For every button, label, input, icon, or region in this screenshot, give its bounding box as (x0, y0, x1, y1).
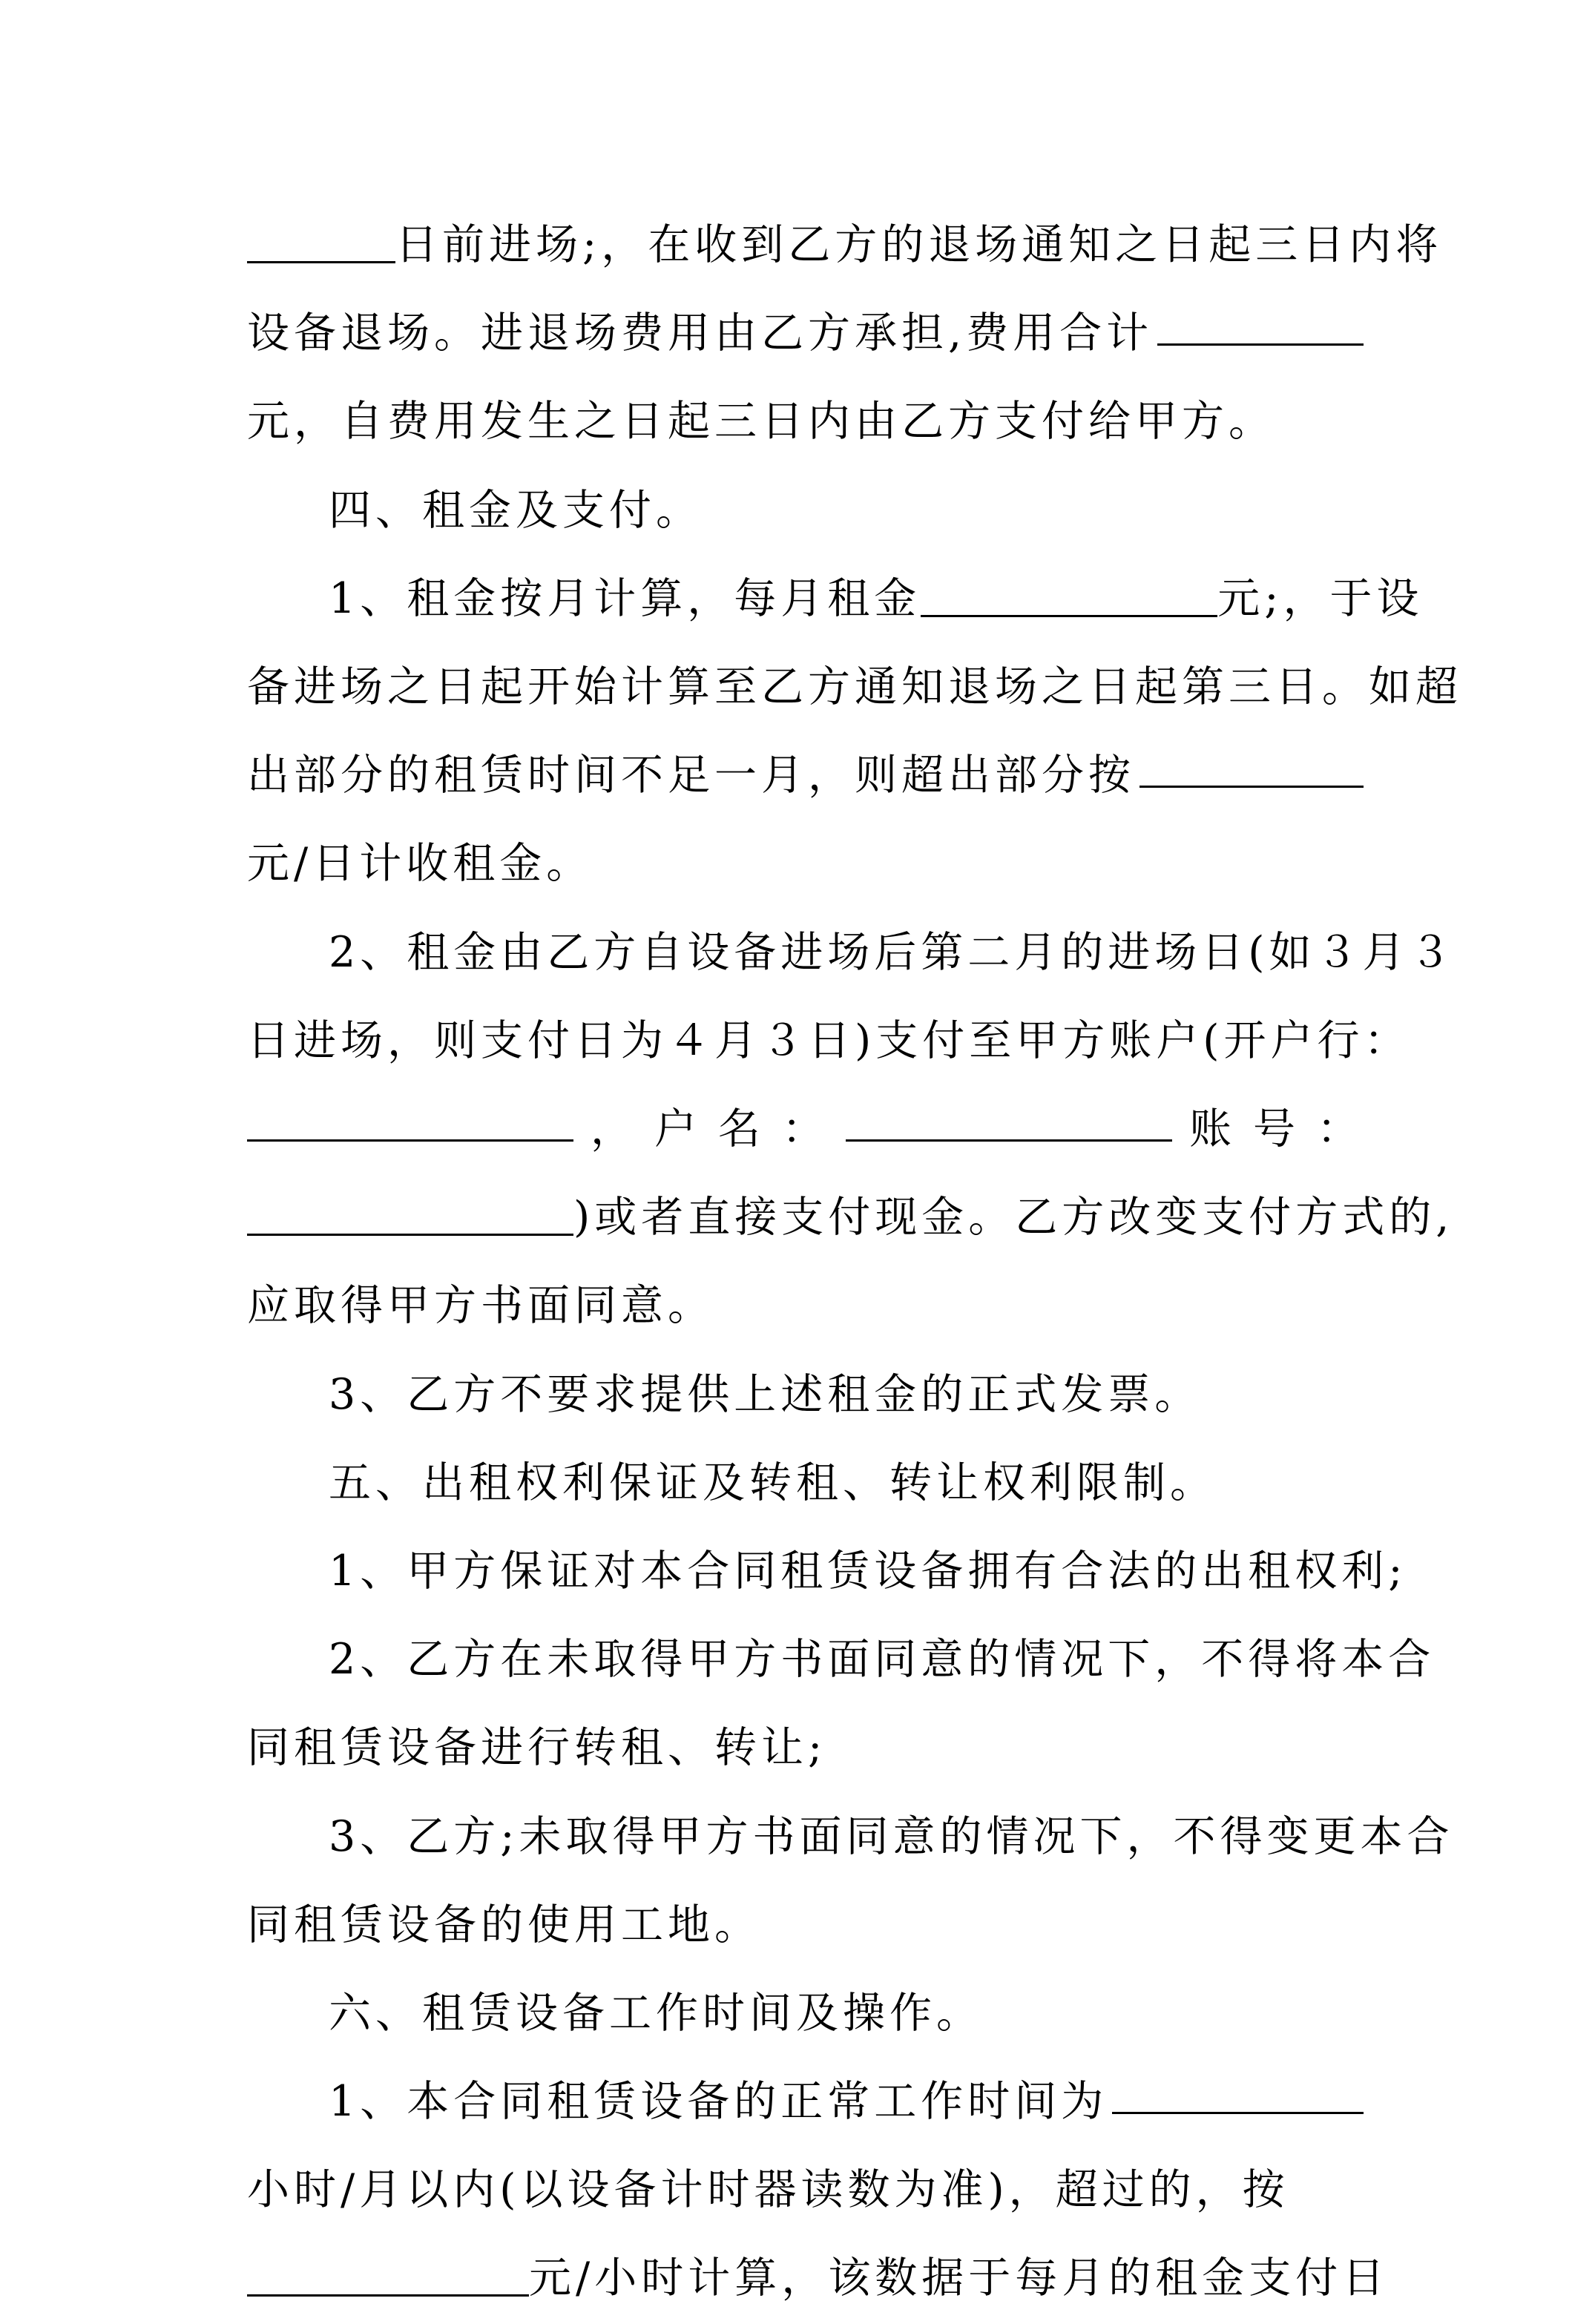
line-text: 元/日计收租金。 (247, 839, 593, 888)
blank-underline-account (247, 1234, 573, 1236)
text-line-2 (247, 287, 1364, 379)
blank-underline (1139, 786, 1364, 788)
text-line-1 (247, 199, 1443, 291)
colon: ： (782, 1105, 829, 1153)
text-line-17 (247, 1613, 1436, 1705)
text-line-24 (247, 2232, 1390, 2324)
line-text: )或者直接支付现金。乙方改变支付方式的, (573, 1193, 1454, 1242)
text-line-20 (247, 1879, 1364, 1971)
comma: ， (591, 1105, 637, 1153)
text-line-7 (247, 729, 1364, 821)
colon: ： (1317, 1105, 1364, 1153)
section-heading-5 (247, 1437, 1364, 1529)
text-line-6 (247, 641, 1462, 733)
text-line-13 (247, 1260, 1364, 1352)
text-line-19 (247, 1791, 1454, 1883)
text-line-16 (247, 1525, 1407, 1617)
line-text: 备进场之日起开始计算至乙方通知退场之日起第三日。如超 (247, 662, 1462, 711)
line-text: 1、本合同租赁设备的正常工作时间为 (329, 2077, 1108, 2126)
text-line-14 (247, 1349, 1364, 1441)
text-line-23 (247, 2144, 1364, 2236)
text-line-18 (247, 1702, 1364, 1794)
blank-underline (247, 2294, 529, 2297)
line-text: 元;，于设 (1217, 574, 1424, 623)
line-text: 元，自费用发生之日起三日内由乙方支付给甲方。 (247, 397, 1275, 446)
line-text: 1、甲方保证对本合同租赁设备拥有合法的出租权利; (329, 1547, 1407, 1596)
line-text: 元/小时计算，该数据于每月的租金支付日 (529, 2254, 1390, 2302)
label-char: 账 (1189, 1105, 1236, 1153)
text-line-11 (247, 1083, 1364, 1175)
label-char: 名 (718, 1105, 765, 1153)
text-line-10 (247, 995, 1411, 1087)
line-text: 同租赁设备的使用工地。 (247, 1900, 761, 1949)
line-text: 2、租金由乙方自设备进场后第二月的进场日(如３月３ (329, 928, 1456, 977)
heading-text: 四、租金及支付。 (329, 486, 703, 535)
blank-underline (247, 261, 395, 263)
heading-text: 五、出租权利保证及转租、转让权利限制。 (329, 1458, 1217, 1507)
text-line-9 (247, 906, 1456, 998)
line-text: 出部分的租赁时间不足一月，则超出部分按 (247, 751, 1135, 800)
blank-underline (921, 615, 1217, 617)
blank-underline-name (846, 1139, 1172, 1142)
text-line-8 (247, 817, 1364, 909)
text-line-5 (247, 553, 1424, 645)
blank-underline-bank (247, 1139, 573, 1142)
blank-underline (1157, 343, 1364, 346)
line-text: 设备退场。进退场费用由乙方承担,费用合计 (247, 309, 1154, 358)
line-text: 日进场，则支付日为４月３日)支付至甲方账户(开户行： (247, 1016, 1411, 1065)
line-text: 同租赁设备进行转租、转让; (247, 1723, 827, 1772)
label-char: 号 (1253, 1105, 1300, 1153)
line-text: 小时/月以内(以设备计时器读数为准)，超过的，按 (247, 2165, 1289, 2214)
line-text: 2、乙方在未取得甲方书面同意的情况下，不得将本合 (329, 1635, 1436, 1684)
section-heading-6 (247, 1967, 1364, 2059)
line-text: 日前进场;，在收到乙方的退场通知之日起三日内将 (395, 220, 1443, 269)
label-char: 户 (654, 1105, 701, 1153)
heading-text: 六、租赁设备工作时间及操作。 (329, 1989, 983, 2038)
section-heading-4 (247, 464, 1364, 556)
blank-underline (1112, 2112, 1364, 2114)
line-text: 应取得甲方书面同意。 (247, 1281, 714, 1330)
line-text: 1、租金按月计算，每月租金 (329, 574, 921, 623)
text-line-22 (247, 2055, 1364, 2147)
line-text: 3、乙方;未取得甲方书面同意的情况下，不得变更本合 (329, 1812, 1454, 1861)
text-line-12 (247, 1171, 1454, 1263)
line-text: 3、乙方不要求提供上述租金的正式发票。 (329, 1370, 1202, 1419)
text-line-3 (247, 375, 1364, 467)
